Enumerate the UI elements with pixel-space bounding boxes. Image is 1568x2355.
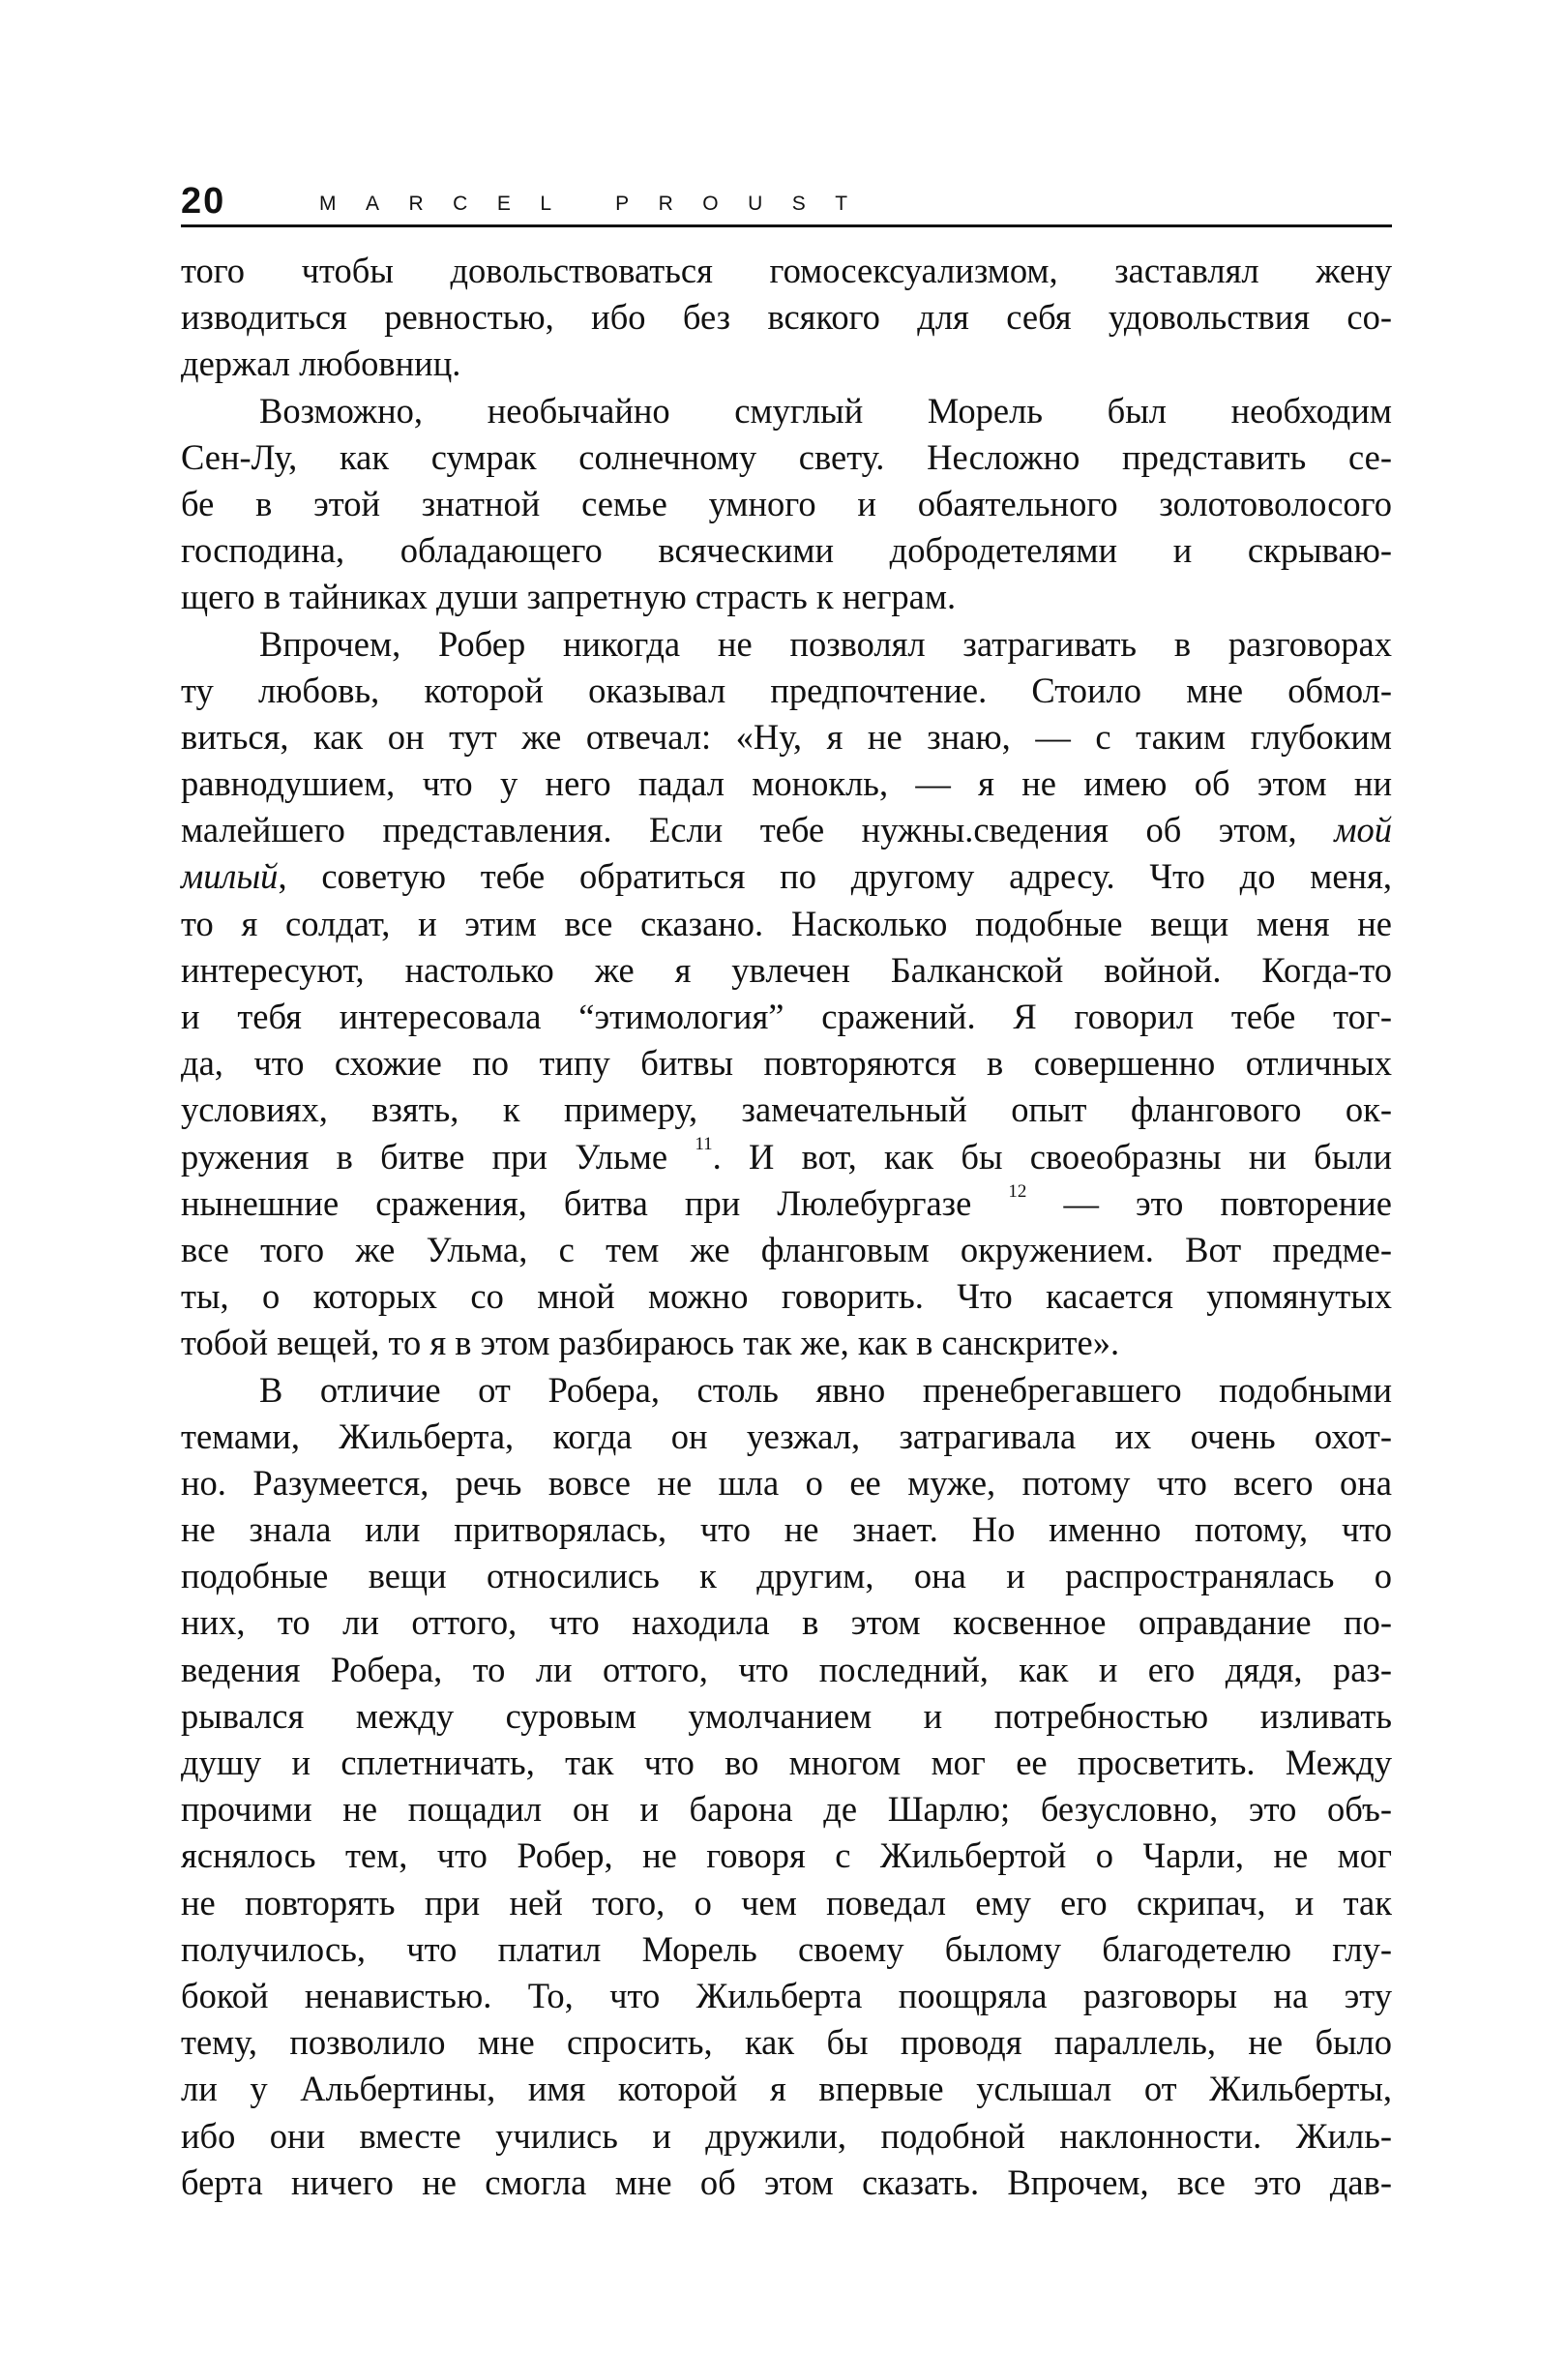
- text-line: душу и сплетничать, так что во многом мог ее просветить. Между: [181, 1743, 1392, 1782]
- page-number: 20: [181, 181, 226, 222]
- text-line: яснялось тем, что Робер, не говоря с Жильбертой о Чарли, не мог: [181, 1835, 1392, 1876]
- text-line: ту любовь, которой оказывал предпочтение. Стоило мне обмол-: [181, 670, 1392, 710]
- text-line: рывался между суровым умолчанием и потребностью изливать: [181, 1695, 1392, 1736]
- text-line: да, что схожие по типу битвы повторяются в совершенно отличных: [181, 1043, 1392, 1084]
- text-line: бе в этой знатной семье умного и обаятельного золотоволосого: [181, 483, 1392, 523]
- text-line: ли у Альбертины, имя которой я впервые услышал от Жильберты,: [181, 2069, 1392, 2109]
- text-line: изводиться ревностью, ибо без всякого для себя удовольствия со-: [181, 297, 1392, 338]
- text-run: малейшего представления. Если тебе нужны.сведения об этом,: [181, 810, 1335, 850]
- text-run: . И вот, как бы своеобразны ни были: [712, 1136, 1393, 1177]
- text-line: не повторять при ней того, о чем поведал ему его скрипач, и так: [181, 1882, 1392, 1923]
- text-line: щего в тайниках души запретную страсть к неграм.: [181, 577, 957, 617]
- text-line: получилось, что платил Морель своему былому благодетелю глу-: [181, 1928, 1392, 1969]
- text-run: — это повторение: [1026, 1182, 1392, 1223]
- text-line: господина, обладающего всяческими добродетелями и скрываю-: [181, 530, 1392, 571]
- paragraph: [181, 621, 1392, 1367]
- text-line: интересуют, настолько же я увлечен Балканской войной. Когда-то: [181, 949, 1392, 990]
- text-line: но. Разумеется, речь вовсе не шла о ее муже, потому что всего она: [181, 1462, 1392, 1503]
- text-line: равнодушием, что у него падал монокль, — я не имею об этом ни: [181, 763, 1392, 804]
- body-text: [181, 248, 1392, 2206]
- running-title: MARCEL PROUST: [319, 193, 877, 215]
- text-line: берта ничего не смогла мне об этом сказать. Впрочем, все это дав-: [181, 2161, 1392, 2202]
- text-line: подобные вещи относились к другим, она и распространялась о: [181, 1556, 1392, 1596]
- text-line: них, то ли оттого, что находила в этом косвенное оправдание по-: [181, 1602, 1392, 1643]
- text-line: Сен-Лу, как сумрак солнечному свету. Несложно представить се-: [181, 436, 1392, 477]
- text-line: виться, как он тут же отвечал: «Ну, я не знаю, — с таким глубоким: [181, 716, 1392, 757]
- italic-text: милый: [181, 856, 279, 897]
- text-line: ведения Робера, то ли оттого, что последний, как и его дядя, раз-: [181, 1649, 1392, 1689]
- text-line: ты, о которых со мной можно говорить. Что касается упомянутых: [181, 1276, 1392, 1317]
- text-line: и тебя интересовала “этимология” сражений. Я говорил тебе тог-: [181, 997, 1392, 1036]
- text-line: В отличие от Робера, столь явно пренебрегавшего подобными: [259, 1369, 1392, 1410]
- text-line: не знала или притворялась, что не знает. Но именно потому, что: [181, 1509, 1392, 1550]
- text-line: тему, позволило мне спросить, как бы проводя параллель, не было: [181, 2022, 1392, 2063]
- footnote-reference: 12: [1008, 1180, 1027, 1202]
- text-line: прочими не пощадил он и барона де Шарлю; безусловно, это объ-: [181, 1789, 1392, 1830]
- text-line: того чтобы довольствоваться гомосексуализмом, заставлял жену: [181, 251, 1392, 290]
- text-line: все того же Ульма, с тем же фланговым окружением. Вот предме-: [181, 1229, 1392, 1269]
- text-line: держал любовниц.: [181, 343, 461, 384]
- text-line: Впрочем, Робер никогда не позволял затрагивать в разговорах: [259, 623, 1392, 664]
- italic-text: мой: [1334, 810, 1392, 850]
- text-run: нынешние сражения, битва при Люлебургазе: [181, 1182, 1009, 1223]
- text-line: [181, 807, 1392, 853]
- text-line: [181, 1180, 1392, 1227]
- paragraph: [181, 388, 1392, 621]
- running-head: [181, 182, 1392, 227]
- footnote-reference: 11: [695, 1134, 713, 1155]
- text-line: бокой ненавистью. То, что Жильберта поощряла разговоры на эту: [181, 1975, 1392, 2015]
- text-line: темами, Жильберта, когда он уезжал, затрагивала их очень охот-: [181, 1416, 1392, 1456]
- text-line: то я солдат, и этим все сказано. Насколько подобные вещи меня не: [181, 903, 1392, 943]
- text-run: ружения в битве при Ульме: [181, 1136, 695, 1177]
- text-line: [181, 853, 1392, 900]
- text-line: условиях, взять, к примеру, замечательный опыт флангового ок-: [181, 1089, 1392, 1130]
- text-line: Возможно, необычайно смуглый Морель был необходим: [259, 390, 1392, 431]
- text-line: [181, 1134, 1392, 1180]
- text-line: ибо они вместе учились и дружили, подобной наклонности. Жиль-: [181, 2115, 1392, 2156]
- text-run: , советую тебе обратиться по другому адресу. Что до меня,: [278, 856, 1392, 897]
- text-line: тобой вещей, то я в этом разбираюсь так же, как в санскрите».: [181, 1323, 1120, 1363]
- paragraph: [181, 1367, 1392, 2206]
- paragraph: [181, 248, 1392, 388]
